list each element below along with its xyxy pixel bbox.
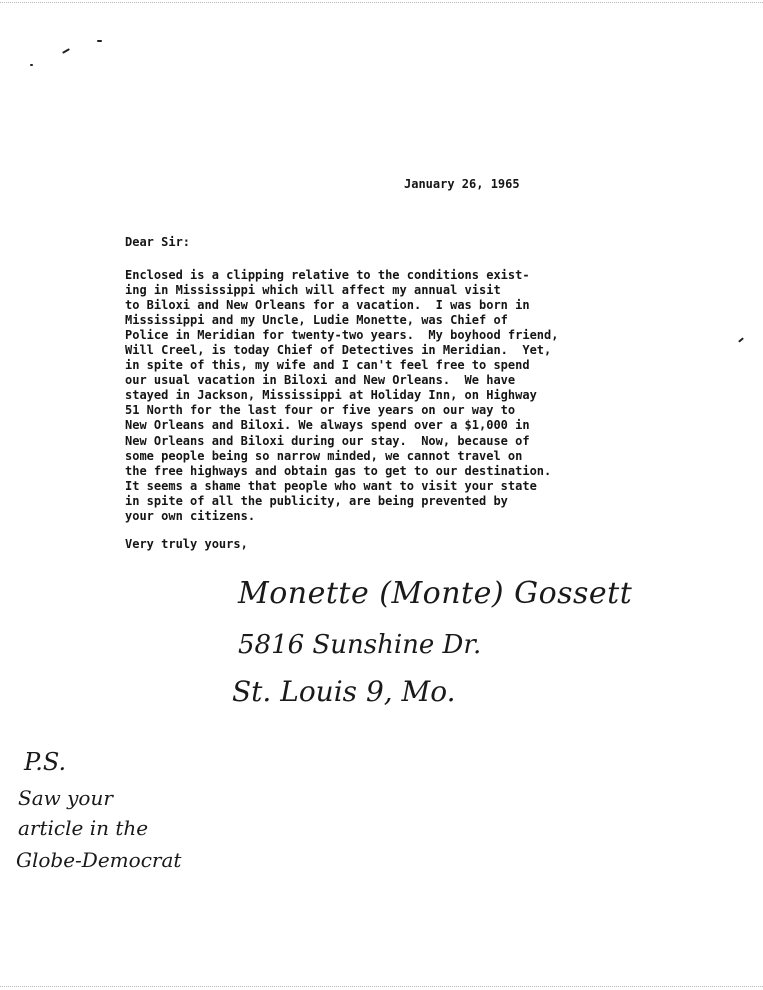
scan-speck [97,40,102,42]
scan-speck [62,48,70,54]
body-line: Police in Meridian for twenty-two years. My boyhood friend, [125,328,559,343]
body-line: some people being so narrow minded, we cannot travel on [125,448,523,463]
signature-city: St. Louis 9, Mo. [232,675,456,708]
body-line: Enclosed is a clipping relative to the conditions exist- [125,268,530,282]
salutation: Dear Sir: [125,235,191,249]
body-line: to Biloxi and New Orleans for a vacation. I was born in [125,298,530,313]
body-line: in spite of all the publicity, are being prevented by [125,493,508,508]
body-line: the free highways and obtain gas to get to our destination. [125,463,552,478]
postscript-line: article in the [18,816,149,840]
postscript-heading: P.S. [24,748,67,776]
body-line: New Orleans and Biloxi during our stay. Now, because of [125,433,530,448]
body-line: in spite of this, my wife and I can't feel free to spend [125,358,530,373]
signature-street: 5816 Sunshine Dr. [238,630,482,660]
body-line: Will Creel, is today Chief of Detectives in Meridian. Yet, [125,343,552,358]
postscript-line: Globe-Democrat [16,848,182,872]
scan-speck [738,337,744,342]
scan-bottom-edge [0,986,763,988]
body-line: our usual vacation in Biloxi and New Orleans. We have [125,373,516,388]
body-line: your own citizens. [125,508,256,523]
scan-top-edge [0,2,763,4]
letter-body [125,268,558,524]
body-line: ing in Mississippi which will affect my annual visit [125,283,501,298]
letter-date: January 26, 1965 [404,177,520,191]
scan-speck [30,64,33,66]
body-line: It seems a shame that people who want to visit your state [125,478,537,493]
closing: Very truly yours, [125,537,248,551]
body-line: Mississippi and my Uncle, Ludie Monette, was Chief of [125,313,508,328]
body-line: 51 North for the last four or five years on our way to [125,403,516,418]
body-line: New Orleans and Biloxi. We always spend over a $1,000 in [125,418,530,433]
signature-name: Monette (Monte) Gossett [238,576,633,611]
postscript-line: Saw your [18,786,113,810]
body-line: stayed in Jackson, Mississippi at Holiday Inn, on Highway [125,388,537,403]
